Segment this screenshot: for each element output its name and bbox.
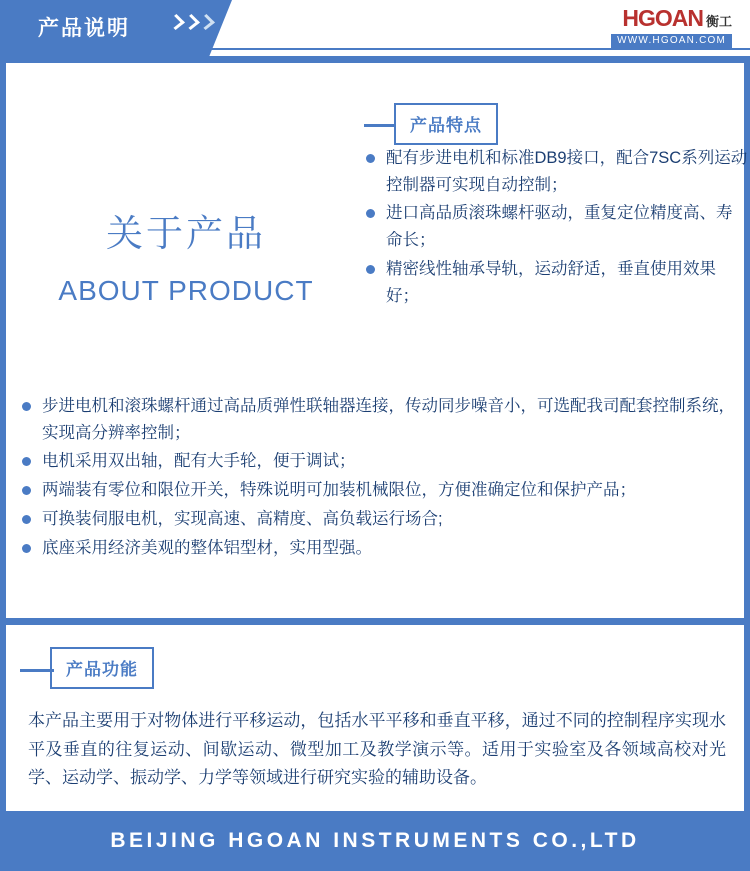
logo-latin: HGOAN [622, 5, 703, 31]
footer-company-name: BEIJING HGOAN INSTRUMENTS CO.,LTD [110, 829, 640, 852]
page-title: 产品说明 [38, 17, 130, 40]
logo-website: WWW.HGOAN.COM [611, 34, 732, 48]
list-item: 精密线性轴承导轨，运动舒适，垂直使用效果好； [364, 256, 748, 309]
list-item: 配有步进电机和标准DB9接口，配合7SC系列运动控制器可实现自动控制； [364, 145, 748, 198]
about-title-en: ABOUT PRODUCT [58, 275, 314, 306]
page-footer [0, 811, 750, 871]
functions-description: 本产品主要用于对物体进行平移运动，包括水平平移和垂直平移，通过不同的控制程序实现水平及垂直的往复运动、间歇运动、微型加工及教学演示等。适用于实验室及各领域高校对光学、运动学、振动学、力学等领域进行研究实验的辅助设备。 [28, 711, 726, 788]
product-overview-panel [6, 63, 748, 618]
brand-logo [611, 7, 732, 48]
logo-wordmark [611, 7, 732, 30]
list-item: 可换装伺服电机，实现高速、高精度、高负载运行场合; [20, 506, 740, 533]
list-item: 底座采用经济美观的整体铝型材，实用型强。 [20, 535, 740, 562]
list-item: 两端装有零位和限位开关，特殊说明可加装机械限位，方便准确定位和保护产品； [20, 477, 740, 504]
product-features-block [364, 103, 748, 311]
about-product-block [6, 203, 366, 307]
list-item: 步进电机和滚珠螺杆通过高品质弹性联轴器连接，传动同步噪音小，可选配我司配套控制系统，实现高分辨率控制； [20, 393, 740, 446]
features-heading [364, 103, 748, 145]
functions-tag-label: 产品功能 [50, 647, 154, 689]
functions-heading [6, 625, 744, 689]
header-divider [0, 48, 750, 50]
list-item: 电机采用双出轴，配有大手轮，便于调试； [20, 448, 740, 475]
about-title-cn: 关于产品 [106, 213, 266, 254]
product-functions-panel [6, 625, 744, 840]
features-tag-label: 产品特点 [394, 103, 498, 145]
product-details-list [20, 393, 740, 563]
list-item: 进口高品质滚珠螺杆驱动，重复定位精度高、寿命长； [364, 200, 748, 253]
page-header [0, 0, 750, 56]
chevron-group [170, 14, 213, 36]
chevron-right-icon [200, 14, 213, 36]
chevron-right-icon [185, 14, 198, 36]
chevron-right-icon [170, 14, 183, 36]
features-list [364, 145, 748, 309]
logo-chinese: 衡工 [705, 14, 732, 29]
